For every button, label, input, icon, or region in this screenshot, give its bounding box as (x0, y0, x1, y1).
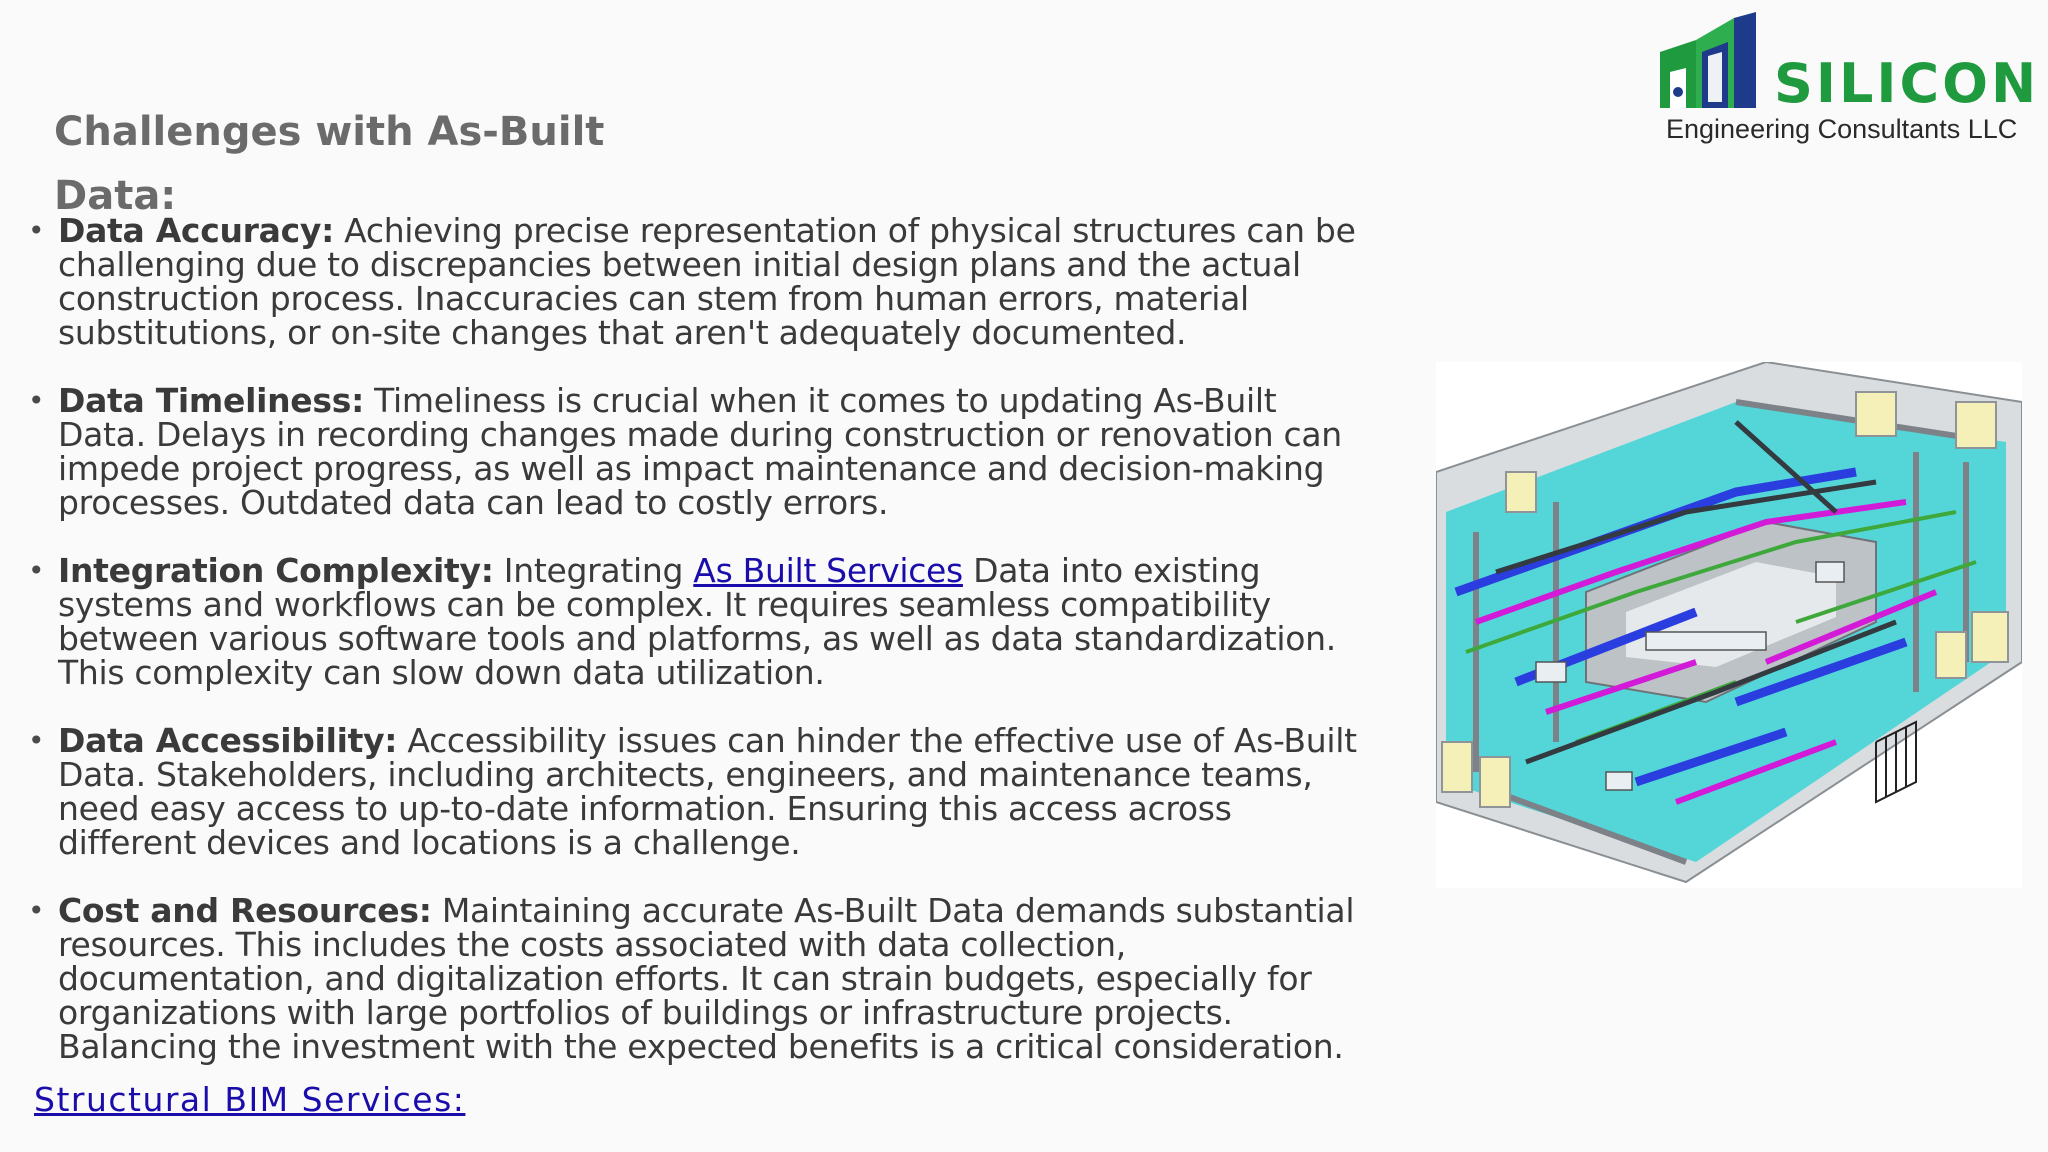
bullet-term: Integration Complexity: (58, 551, 494, 590)
list-item (28, 381, 1358, 522)
bullet-term: Data Accuracy: (58, 211, 334, 250)
bim-building-model-illustration (1436, 362, 2022, 888)
bullet-icon: • (28, 724, 45, 757)
bullet-icon: • (28, 384, 45, 417)
bullet-text: Maintaining accurate As-Built Data demands substantial resources. This includes the costs associated with data collection, documentation, and digitalization efforts. It can strain budgets, especially for organizations with large portfolios of buildings or infrastructure projects. Balancing the investment with the expected benefits is a critical consideration. (58, 891, 1355, 1066)
bullet-icon: • (28, 894, 45, 927)
bullet-term: Data Accessibility: (58, 721, 398, 760)
bullet-text: Accessibility issues can hinder the effective use of As-Built Data. Stakeholders, including architects, engineers, and maintenance teams, need easy access to up-to-date information. Ensuring this access across different devices and locations is a challenge. (58, 721, 1357, 862)
building-logo-icon (1656, 12, 1774, 112)
logo-subtitle: Engineering Consultants LLC (1666, 114, 2018, 144)
company-logo (1656, 12, 2040, 152)
bullet-text: Integrating (493, 551, 694, 590)
slide-title: Challenges with As-Built Data: (54, 109, 605, 219)
bullet-term: Data Timeliness: (58, 381, 364, 420)
bullet-icon: • (28, 214, 45, 247)
bullet-text: Achieving precise representation of physical structures can be challenging due to discrepancies between initial design plans and the actual construction process. Inaccuracies can stem from human errors, material substitutions, or on-site changes that aren't adequately documented. (58, 211, 1356, 352)
bullet-icon: • (28, 554, 45, 587)
as-built-services-link[interactable]: As Built Services (693, 551, 963, 590)
logo-wordmark: SILICON (1774, 52, 2040, 115)
list-item (28, 211, 1358, 352)
bullet-text: Timeliness is crucial when it comes to updating As-Built Data. Delays in recording changes made during construction or renovation can impede project progress, as well as impact maintenance and decision-making processes. Outdated data can lead to costly errors. (58, 381, 1342, 522)
bim-building-model-image (1436, 362, 2022, 888)
bullet-text: Data into existing systems and workflows can be complex. It requires seamless compatibility between various software tools and platforms, as well as data standardization. This complexity can slow down data utilization. (58, 551, 1336, 692)
bullet-term: Cost and Resources: (58, 891, 432, 930)
challenges-list (28, 211, 1358, 1098)
list-item (28, 551, 1358, 692)
list-item (28, 721, 1358, 862)
structural-bim-services-link[interactable]: Structural BIM Services: (34, 1080, 466, 1119)
list-item (28, 891, 1358, 1066)
